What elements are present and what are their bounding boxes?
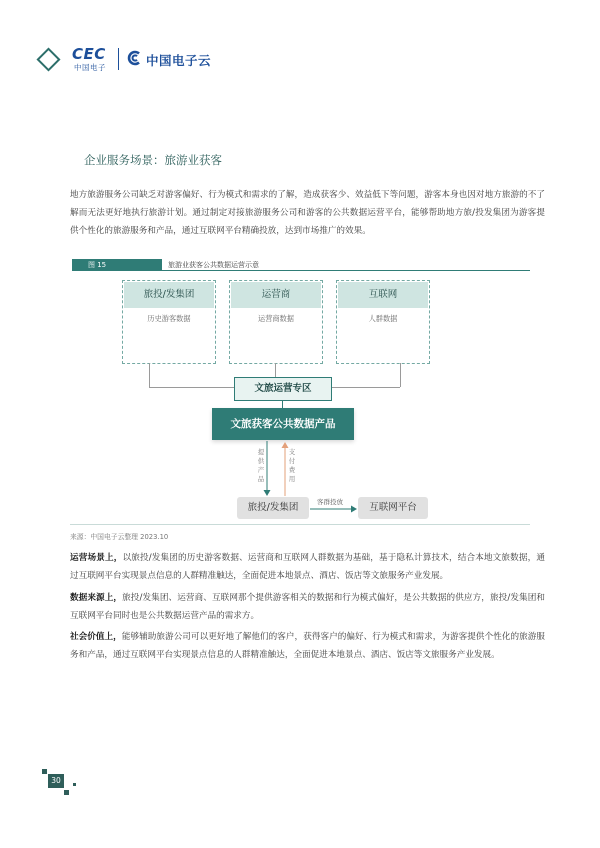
figure-bottom-rule xyxy=(70,524,530,525)
operation-zone-node: 文旅运营专区 xyxy=(234,377,332,401)
provide-product-label: 提供产品 xyxy=(257,448,265,483)
figure-number: 图 15 xyxy=(88,261,107,269)
figure-title: 旅游业获客公共数据运营示意 xyxy=(168,261,259,269)
source-box-tourism-group xyxy=(122,280,216,364)
paragraph-lead: 数据来源上， xyxy=(70,593,123,603)
data-product-node: 文旅获客公共数据产品 xyxy=(212,408,354,440)
paragraph-text: 旅投/发集团、运营商、互联网那个提供游客相关的数据和行为模式偏好，是公共数据的供应方，旅投/发集团和互联网平台同时也是公共数据运营产品的需求方。 xyxy=(70,593,545,621)
connector-line xyxy=(400,363,401,387)
source-data: 人群数据 xyxy=(368,314,398,323)
logo-divider xyxy=(118,48,119,70)
platform-node: 互联网平台 xyxy=(358,497,428,519)
intro-paragraph: 地方旅游服务公司缺乏对游客偏好、行为模式和需求的了解，造成获客少、效益低下等问题，游客本身也因对地方旅游的不了解而无法更好地执行旅游计划。通过制定对接旅游服务公司和游客的公共数据运营平台，能够帮助地方旅/投发集团为游客提供个性化的旅游服务和产品，通过互联网平台精确投放，达到市场推广的效果。 xyxy=(70,190,545,236)
page-decoration-square xyxy=(64,790,69,795)
page-decoration-square xyxy=(73,783,76,786)
cloud-logo-icon xyxy=(127,50,143,66)
diamond-logo-mark xyxy=(36,47,60,71)
cec-logo-text: CEC xyxy=(72,45,106,63)
figure-label-bar xyxy=(72,259,162,271)
figure-source-note: 来源：中国电子云整理 2023.10 xyxy=(70,533,169,541)
section-title: 企业服务场景：旅游业获客 xyxy=(84,153,222,167)
connector-line xyxy=(275,363,276,377)
paragraph-text: 以旅投/发集团的历史游客数据、运营商和互联网人群数据为基础，基于隐私计算技术，结合本地文旅数据，通过互联网平台实现景点信息的人群精准触达，全面促进本地景点、酒店、饭店等文旅服务产业发展。 xyxy=(70,553,545,581)
figure-header-rule xyxy=(162,270,530,271)
pay-fee-label: 支付费用 xyxy=(288,448,296,483)
paragraph-text: 能够辅助旅游公司可以更好地了解他们的客户，获得客户的偏好、行为模式和需求，为游客提供个性化的旅游服务和产品，通过互联网平台实现景点信息的人群精准触达，全面促进本地景点、酒店、饭店等文旅服务产业发展。 xyxy=(70,632,545,660)
page-decoration-square xyxy=(42,769,47,774)
data-source-paragraph xyxy=(70,589,545,625)
delivery-label: 客群投放 xyxy=(317,498,343,506)
page-number: 30 xyxy=(48,774,64,788)
paragraph-lead: 运营场景上， xyxy=(70,553,123,563)
cloud-logo-text: 中国电子云 xyxy=(146,53,212,68)
connector-line xyxy=(282,400,283,408)
source-box-internet xyxy=(336,280,430,364)
social-value-paragraph xyxy=(70,628,545,664)
source-data: 运营商数据 xyxy=(258,314,294,323)
scenario-paragraph xyxy=(70,549,545,585)
paragraph-lead: 社会价值上， xyxy=(70,632,122,642)
source-name: 旅投/发集团 xyxy=(124,282,214,308)
connector-line xyxy=(330,387,400,388)
source-box-operator xyxy=(229,280,323,364)
source-name: 互联网 xyxy=(338,282,428,308)
cec-logo-subtext: 中国电子 xyxy=(74,63,106,72)
connector-line xyxy=(149,363,150,387)
consumer-node: 旅投/发集团 xyxy=(237,497,309,519)
source-name: 运营商 xyxy=(231,282,321,308)
source-data: 历史游客数据 xyxy=(147,314,191,323)
connector-line xyxy=(149,387,235,388)
